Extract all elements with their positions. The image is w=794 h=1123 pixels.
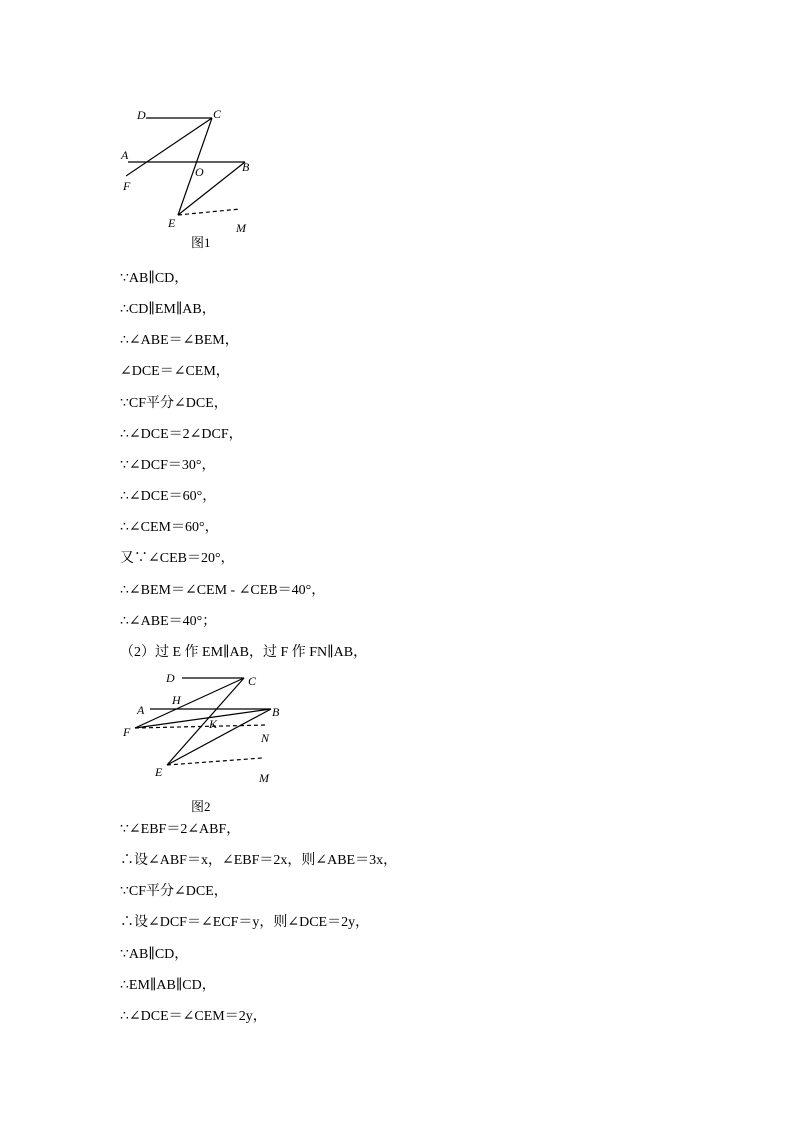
proof1-line-7: ∵∠DCF＝30°， [120, 458, 216, 473]
proof1-line-4: ∠DCE＝∠CEM， [120, 364, 230, 379]
proof1-line-6: ∴∠DCE＝2∠DCF， [120, 427, 243, 442]
proof1-line-1: ∵AB∥CD， [120, 271, 189, 286]
fig2-label-h: H [172, 693, 181, 707]
fig1-label-m: M [236, 221, 246, 235]
proof2-line-1: ∵∠EBF＝2∠ABF， [120, 822, 241, 837]
fig2-label-c: C [248, 674, 257, 688]
proof2-line-6: ∴EM∥AB∥CD， [120, 978, 216, 993]
segment2-be [167, 709, 271, 765]
segment2-em-dashed [167, 758, 262, 765]
proof1-line-12: ∴∠ABE＝40°； [120, 614, 217, 629]
fig2-label-b: B [272, 705, 280, 719]
proof1-line-3: ∴∠ABE＝∠BEM， [120, 333, 239, 348]
fig2-label-e: E [155, 765, 163, 779]
fig1-label-d: D [137, 108, 146, 122]
proof1-line-11: ∴∠BEM＝∠CEM - ∠CEB＝40°， [120, 583, 326, 598]
fig1-label-a: A [121, 148, 129, 162]
proof2-line-2: ∴设∠ABF＝x，∠EBF＝2x，则∠ABE＝3x， [120, 853, 398, 868]
proof1-line-2: ∴CD∥EM∥AB， [120, 302, 216, 317]
fig1-label-b: B [242, 160, 250, 174]
figure-2-caption: 图2 [191, 799, 211, 814]
proof1-line-8: ∴∠DCE＝60°， [120, 489, 217, 504]
fig2-label-n: N [261, 731, 270, 745]
fig1-label-c: C [213, 107, 222, 121]
proof2-line-7: ∴∠DCE＝∠CEM＝2y， [120, 1009, 267, 1024]
proof2-line-3: ∵CF平分∠DCE， [120, 884, 228, 899]
segment-em-dashed [178, 209, 240, 215]
fig1-label-e: E [168, 216, 176, 230]
fig2-label-f: F [123, 725, 131, 739]
segment-eb [178, 162, 245, 215]
proof1-line-5: ∵CF平分∠DCE， [120, 396, 228, 411]
fig2-label-d: D [166, 671, 175, 685]
fig2-label-a: A [137, 703, 145, 717]
part2-heading: （2）过 E 作 EM∥AB，过 F 作 FN∥AB， [120, 645, 368, 660]
proof2-line-5: ∵AB∥CD， [120, 947, 189, 962]
fig1-label-o: O [195, 165, 204, 179]
fig2-label-k: K [209, 717, 218, 731]
proof1-line-10: 又∵∠CEB＝20°， [120, 551, 235, 566]
figure-1-caption: 图1 [191, 235, 211, 250]
fig2-label-m: M [259, 771, 269, 785]
proof2-line-4: ∴设∠DCF＝∠ECF＝y，则∠DCE＝2y， [120, 915, 370, 930]
proof1-line-9: ∴∠CEM＝60°， [120, 520, 219, 535]
fig1-label-f: F [123, 179, 131, 193]
